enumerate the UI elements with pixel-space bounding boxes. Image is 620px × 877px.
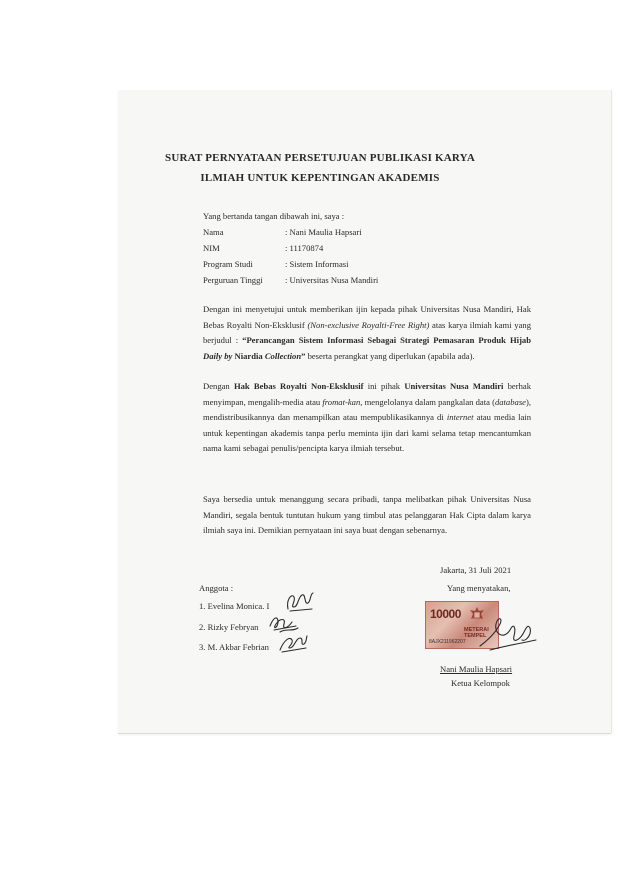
member-item: 1. Evelina Monica. I (199, 601, 270, 611)
leader-signature (470, 610, 540, 658)
paragraph-liability: Saya bersedia untuk menanggung secara pribadi, tanpa melibatkan pihak Universitas Nusa Mandiri, segala bentuk tuntutan hukum yang timbul atas pelanggaran Hak Cipta dalam karya ilmiah saya ini. Demikian pernyataan ini saya buat dengan sebenarnya. (203, 494, 531, 535)
identity-value: : Universitas Nusa Mandiri (285, 275, 379, 285)
identity-value: : Nani Maulia Hapsari (285, 227, 362, 237)
place-date: Jakarta, 31 Juli 2021 (440, 565, 512, 575)
identity-row-program (203, 258, 349, 270)
members-label: Anggota : (199, 583, 234, 593)
paragraph-consent: Dengan ini menyetujui untuk memberikan ijin kepada pihak Universitas Nusa Mandiri, Hak Bebas Royalti Non-Eksklusif (Non-exclusive Royalti-Free Right) atas karya ilmiah kami yang berjudul : “Perancangan Sistem Informasi Sebagai Strategi Pemasaran Produk Hijab Daily by Niardia Collection” beserta perangkat yang diperlukan (apabila ada). (203, 304, 532, 361)
member-signature-3 (276, 632, 310, 656)
declarant-label: Yang menyatakan, (447, 583, 511, 593)
intro-text: Yang bertanda tangan dibawah ini, saya : (203, 211, 345, 221)
identity-label: NIM (203, 243, 220, 253)
identity-row-nim (203, 242, 323, 254)
title-line-1: SURAT PERNYATAAN PERSETUJUAN PUBLIKASI KARYA (165, 152, 475, 164)
paragraph-rights: Dengan Hak Bebas Royalti Non-Eksklusif ini pihak Universitas Nusa Mandiri berhak menyimpan, mengalih-media atau fromat-kan, mengelolanya dalam pangkalan data (database), mendistribusikannya dan menampilkan atau mempublikasikannya di internet atau media lain untuk kepentingan akademis tanpa perlu meminta ijin dari kami selama tetap mencantumkan nama kami sebagai penulis/pencipta karya ilmiah tersebut. (203, 381, 532, 453)
identity-value: : Sistem Informasi (285, 259, 349, 269)
identity-label: Perguruan Tinggi (203, 275, 263, 285)
stamp-serial: 8AJX211962207 (429, 639, 466, 645)
stamp-label: METERAI TEMPEL (464, 627, 489, 639)
identity-label: Nama (203, 227, 224, 237)
document-title (150, 148, 490, 188)
signer-name: Nani Maulia Hapsari (440, 664, 513, 674)
member-item: 2. Rizky Febryan (199, 622, 259, 632)
title-line-2: ILMIAH UNTUK KEPENTINGAN AKADEMIS (200, 172, 440, 184)
signer-role: Ketua Kelompok (451, 678, 510, 688)
identity-value: : 11170874 (285, 243, 324, 253)
stamp-amount: 10000 (430, 607, 461, 621)
identity-row-university (203, 274, 378, 286)
member-item: 3. M. Akbar Febrian (199, 642, 269, 652)
page-edge (118, 733, 611, 734)
identity-row-name (203, 226, 362, 238)
identity-label: Program Studi (203, 259, 253, 269)
